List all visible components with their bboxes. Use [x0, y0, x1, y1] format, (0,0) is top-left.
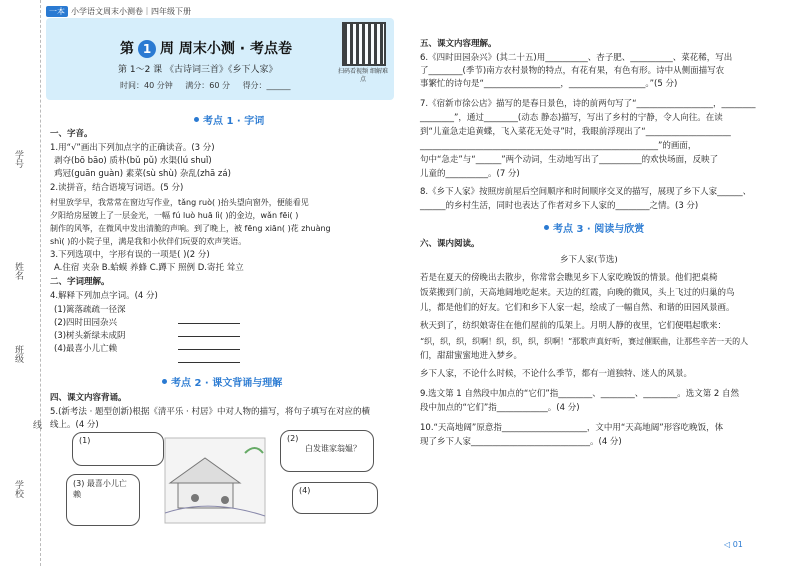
- top-bar: [46, 6, 191, 17]
- q6-line-1: 6.《四时田园杂兴》(其二十五)用__________、杏子肥、__________、菜花稀，写出: [420, 53, 733, 63]
- q10-line-2: 现了乡下人家____________________________。(4 分): [420, 437, 622, 447]
- section-1: 一、字音。: [50, 129, 93, 139]
- speech-bubble-1[interactable]: [72, 432, 164, 466]
- q1-row-1: 剥夺(bō bāo) 质朴(bǔ pǔ) 水渠(lú shuǐ): [54, 156, 212, 166]
- subtitle: 第 1～2 课 《古诗词三首》《乡下人家》: [118, 65, 278, 75]
- question-2: 2.读拼音，结合语境写词语。(5 分): [50, 183, 184, 193]
- bubble-2-text: 白发谁家翁媪？: [305, 444, 361, 453]
- q8-line-1: 8.《乡下人家》按照房前屋后空间顺序和时间顺序交叉的描写，展现了乡下人家______、: [420, 187, 752, 197]
- title-prefix: 第: [120, 41, 134, 57]
- bubble-1-text: (1): [79, 436, 91, 445]
- q7-line-3: 到“儿童急走追黄蝶，飞入菜花无处寻”时，我眼前浮现出了“____________________: [420, 127, 731, 137]
- dot-icon: [194, 117, 199, 122]
- dot-icon: [162, 379, 167, 384]
- speech-bubble-3: [66, 474, 140, 526]
- q3-options: A.住宿 夹杂 B.蛤蟆 养蜂 C.蹲下 照例 D.寄托 耸立: [54, 263, 244, 273]
- q7-line-4: ________________________________________________________”的画面，: [420, 141, 697, 151]
- time-info: 时间：40 分钟: [120, 81, 173, 90]
- margin-label-name: 姓名: [13, 262, 23, 280]
- bubble-3-text: (3) 最喜小儿亡赖: [73, 479, 127, 499]
- week-number: 1: [138, 40, 156, 58]
- section-kp3: [540, 220, 644, 235]
- kp1-label: 考点 1 · 字词: [203, 116, 265, 127]
- q7-line-1: 7.《宿新市徐公店》描写的是春日景色，诗的前两句写了“__________________，________: [420, 99, 756, 109]
- q1-row-2: 鸡冠(guān guàn) 素菜(sù shù) 杂乱(zhā zá): [54, 169, 231, 179]
- kp3-label: 考点 3 · 阅读与欣赏: [553, 224, 645, 235]
- p1-line-2: 饭菜搬到门前，天高地阔地吃起来。天边的红霞，向晚的微风，头上飞过的归巢的鸟: [420, 288, 735, 298]
- section-6: 六、课内阅读。: [420, 239, 480, 249]
- q10-line-1: 10.“天高地阔”原意指____________________，文中用“天高地阔”形容吃晚饭，体: [420, 423, 724, 433]
- q2-line-1: 村里放学早，我常常在窗边写作业，tǎng ruò( )抬头望向窗外，便能看见: [50, 198, 309, 207]
- section-4: 四、课文内容背诵。: [50, 393, 127, 403]
- got-info: 得分：______: [242, 81, 291, 90]
- margin-label-class: 班级: [13, 345, 23, 363]
- title-suffix: 周 周末小测 · 考点卷: [160, 41, 292, 57]
- p2-line-2: “织，织，织，织啊！织，织，织，织啊！”那歌声真好听，赛过催眠曲，让那些辛苦一天的人: [420, 337, 749, 346]
- q7-line-5: 句中“急走”与“______”两个动词，生动地写出了__________的欢快场面，反映了: [420, 155, 719, 165]
- question-3: 3.下列选项中，字形有误的一项是( )(2 分): [50, 250, 210, 260]
- book-title: 小学语文周末小测卷｜四年级下册: [71, 7, 191, 16]
- q7-line-6: 儿童的__________。(7 分): [420, 169, 520, 179]
- score-info: 满分：60 分: [185, 81, 231, 90]
- answer-line[interactable]: [178, 362, 240, 363]
- binding-line: [40, 0, 42, 566]
- q8-line-2: ______的乡村生活，同时也表达了作者对乡下人家的________之情。(3 分): [420, 201, 699, 211]
- section-5: 五、课文内容理解。: [420, 39, 497, 49]
- qr-code-icon[interactable]: [342, 22, 386, 66]
- section-kp1: [190, 112, 264, 127]
- brand-tag: 一本: [46, 6, 68, 17]
- q4-item-1: (1)篱落疏疏一径深: [54, 305, 126, 315]
- q2-line-2: 夕阳给房屋镀上了一层金光，一幅 fú luò huā lì( )的金边，wǎn fēi( ): [50, 211, 299, 220]
- speech-bubble-2[interactable]: [280, 430, 374, 472]
- section-kp2: [158, 374, 282, 389]
- p2-line-3: 们，甜甜蜜蜜地进入梦乡。: [420, 351, 523, 361]
- bubble-4-text: (4): [299, 486, 311, 495]
- margin-label-school: 学校: [13, 480, 23, 498]
- dot-icon: [544, 225, 549, 230]
- q5-line-1: 5.(新考法 · 题型创新)根据《清平乐 · 村居》中对人物的描写，将句子填写在对应的横: [50, 407, 370, 417]
- question-1: 1.用“√”画出下列加点字的正确读音。(3 分): [50, 143, 215, 153]
- qr-caption: 扫码看视频 细解难点: [338, 68, 388, 83]
- speech-bubble-4[interactable]: [292, 482, 378, 514]
- answer-line[interactable]: [178, 323, 240, 324]
- margin-line-label: 线: [31, 420, 41, 429]
- section-2: 二、字词理解。: [50, 277, 110, 287]
- kp2-label: 考点 2 · 课文背诵与理解: [171, 378, 283, 389]
- p3-line-1: 乡下人家，不论什么时候，不论什么季节，都有一道独特、迷人的风景。: [420, 369, 693, 379]
- q2-line-3: 制作的风筝，在微风中发出清脆的声响。到了晚上，被 fēng xiān( )花 zhuàng: [50, 224, 331, 233]
- answer-line[interactable]: [178, 336, 240, 337]
- q9-line-1: 9.选文第 1 自然段中加点的“它们”指________、________、________。选文第 2 自然: [420, 389, 740, 399]
- answer-line[interactable]: [178, 349, 240, 350]
- page-title: [120, 38, 292, 58]
- q2-line-4: shì( )的小院子里，满是我和小伙伴们玩耍的欢声笑语。: [50, 237, 247, 246]
- p2-line-1: 秋天到了，纺织娘寄住在他们屋前的瓜架上。月明人静的夜里，它们便唱起歌来：: [420, 321, 727, 331]
- q4-item-2: (2)四时田园杂兴: [54, 318, 118, 328]
- q6-line-2: 了________(季节)南方农村景物的特点，有花有果，有色有形。诗中从侧面描写农: [420, 66, 725, 76]
- q6-line-3: 事繁忙的诗句是“__________________，__________________。”(5 分): [420, 79, 678, 89]
- p1-line-3: 儿，都是他们的好友。它们和乡下人家一起，绘成了一幅自然、和谐的田园风景画。: [420, 303, 735, 313]
- q9-line-2: 段中加点的“它们”指____________。(4 分): [420, 403, 580, 413]
- q4-item-3: (3)树头新绿未成阴: [54, 331, 126, 341]
- q4-item-4: (4)最喜小儿亡赖: [54, 344, 118, 354]
- q5-line-2: 线上。(4 分): [50, 420, 99, 430]
- question-4: 4.解释下列加点字词。(4 分): [50, 291, 158, 301]
- margin-label-id: 学号: [13, 150, 23, 168]
- page-number: ◁ 01: [724, 540, 743, 549]
- p1-line-1: 若是在夏天的傍晚出去散步，你常常会瞧见乡下人家吃晚饭的情景。他们把桌椅: [420, 273, 718, 283]
- quiz-meta: [120, 80, 301, 91]
- passage-title: 乡下人家(节选): [560, 255, 618, 265]
- bubble-2-num: (2): [287, 434, 299, 443]
- q7-line-2: ________”，通过________(动态 静态)描写，写出了乡村的宁静，令人向往。在读: [420, 113, 723, 123]
